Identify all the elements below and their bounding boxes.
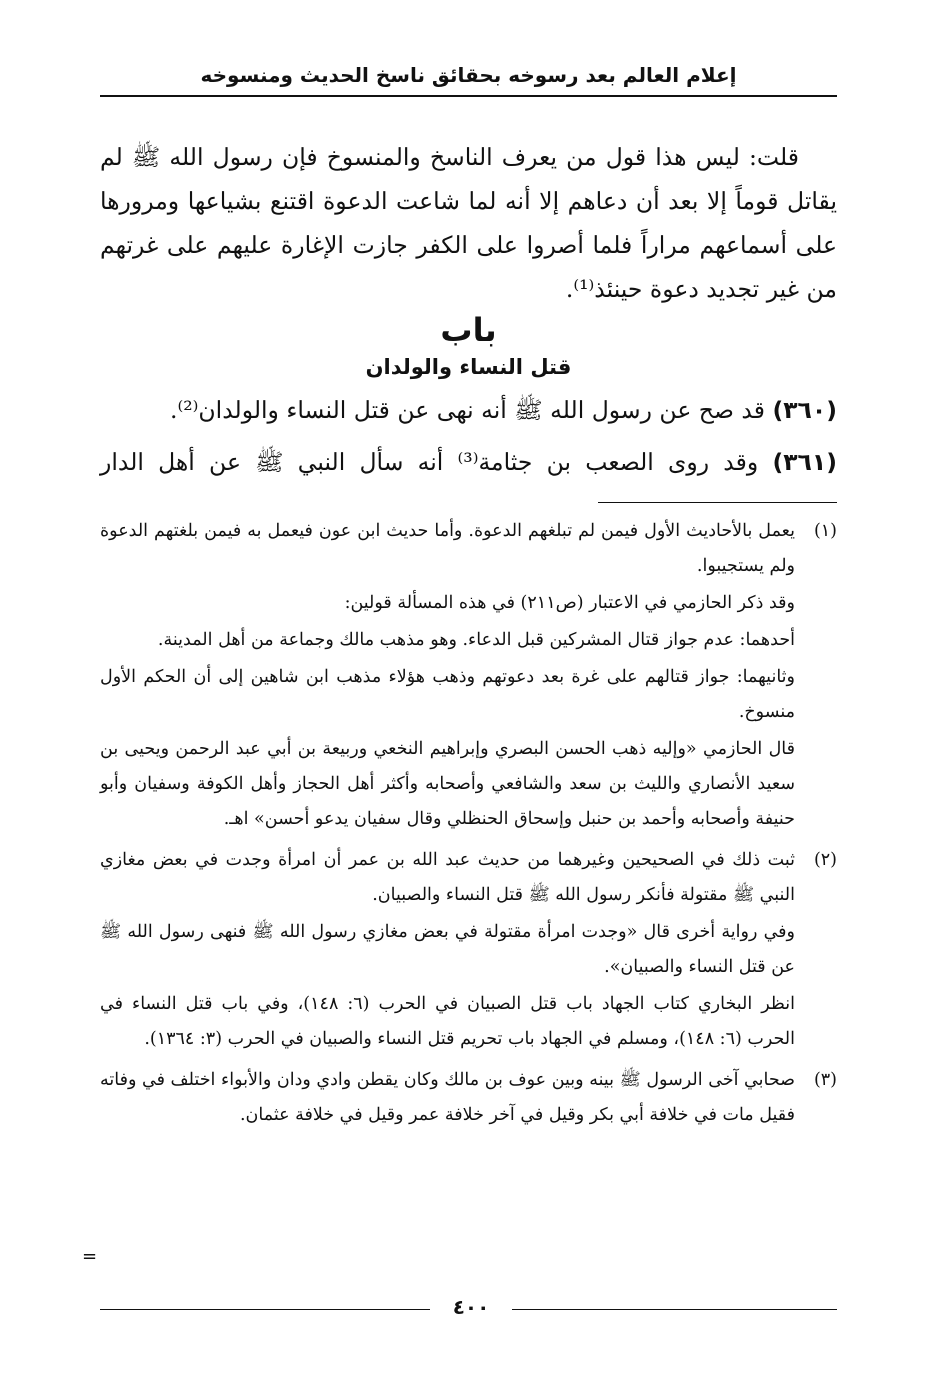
hadith-text: وقد روى الصعب بن جثامة⁽³⁾ أنه سأل النبي ﷺ عن أهل الدار <box>100 448 759 476</box>
body-paragraph-text: قلت: ليس هذا قول من يعرف الناسخ والمنسوخ فإن رسول الله ﷺ لم يقاتل قوماً إلا بعد أن دعاهم إلا أنه لما شاعت الدعوة اقتنع بشياعها ومرورها على أسماعهم مراراً فلما أصروا على الكفر جازت الإغارة عليهم على غرتهم من غير تجديد دعوة حينئذ⁽¹⁾. <box>100 143 837 303</box>
hadith-number: (٣٦١) <box>772 448 837 476</box>
hadith-text: قد صح عن رسول الله ﷺ أنه نهى عن قتل النساء والولدان⁽²⁾. <box>169 396 765 424</box>
footnote-number: (٣) <box>813 1070 837 1090</box>
footnote-body <box>100 514 795 839</box>
chapter-heading: باب <box>440 311 497 349</box>
footnote <box>100 514 837 839</box>
footnote-line: صحابي آخى الرسول ﷺ بينه وبين عوف بن مالك وكان يقطن وادي ودان والأبواء اختلف في وفاته فقيل مات في خلافة أبي بكر وقيل في آخر خلافة عمر وقيل في خلافة عثمان. <box>100 1070 795 1125</box>
footnote <box>100 843 837 1059</box>
hadith-entry <box>100 388 837 432</box>
footnote-line: انظر البخاري كتاب الجهاد باب قتل الصبيان في الحرب (٦: ١٤٨)، وفي باب قتل النساء في الحرب (٦: ١٤٨)، ومسلم في الجهاد باب تحريم قتل النساء والصبيان في الحرب (٣: ١٣٦٤). <box>100 994 795 1049</box>
footer-rule-right <box>512 1309 837 1310</box>
footnote-separator <box>598 502 837 503</box>
footnote-number: (٢) <box>813 850 837 870</box>
page-number: ٤٠٠ <box>452 1295 490 1319</box>
footnote-line: أحدهما: عدم جواز قتال المشركين قبل الدعاء. وهو مذهب مالك وجماعة من أهل المدينة. <box>157 630 795 650</box>
footnote-line: وقد ذكر الحازمي في الاعتبار (ص٢١١) في هذه المسألة قولين: <box>344 593 795 613</box>
footnote <box>100 1063 837 1135</box>
footnote-body <box>100 1063 795 1135</box>
hadith-entry <box>100 440 837 484</box>
footnote-line: يعمل بالأحاديث الأول فيمن لم تبلغهم الدعوة. وأما حديث ابن عون فيعمل به فيمن بلغتهم الدعوة ولم يستجيبوا. <box>100 521 795 576</box>
body-paragraph <box>100 135 837 311</box>
continuation-mark: = <box>82 1246 98 1267</box>
chapter-title: قتل النساء والولدان <box>365 355 572 379</box>
footnote-line: ثبت ذلك في الصحيحين وغيرهما من حديث عبد الله بن عمر أن امرأة وجدت في بعض مغازي النبي ﷺ مقتولة فأنكر رسول الله ﷺ قتل النساء والصبيان. <box>100 850 795 905</box>
footnote-line: وثانيهما: جواز قتالهم على غرة بعد دعوتهم وذهب هؤلاء مذهب ابن شاهين إلى أن الحكم الأول منسوخ. <box>100 667 795 722</box>
footer-rule-left <box>100 1309 430 1310</box>
footnote-line: قال الحازمي «وإليه ذهب الحسن البصري وإبراهيم النخعي وربيعة بن أبي عبد الرحمن ويحيى بن سعيد الأنصاري والليث بن سعد والشافعي وأصحابه وأكثر أهل الحجاز وأهل الكوفة وسفيان وأبو حنيفة وأصحابه وأحمد بن حنبل وإسحاق الحنظلي وقال سفيان يدعو أحسن» اهـ. <box>100 739 795 829</box>
hadith-number: (٣٦٠) <box>772 396 837 424</box>
running-header: إعلام العالم بعد رسوخه بحقائق ناسخ الحديث ومنسوخه <box>200 63 737 87</box>
footnotes <box>100 514 837 1139</box>
header-rule <box>100 95 837 97</box>
footnote-body <box>100 843 795 1059</box>
footnote-number: (١) <box>813 521 837 541</box>
footnote-line: وفي رواية أخرى قال «وجدت امرأة مقتولة في بعض مغازي رسول الله ﷺ فنهى رسول الله ﷺ عن قتل النساء والصبيان». <box>100 922 795 977</box>
